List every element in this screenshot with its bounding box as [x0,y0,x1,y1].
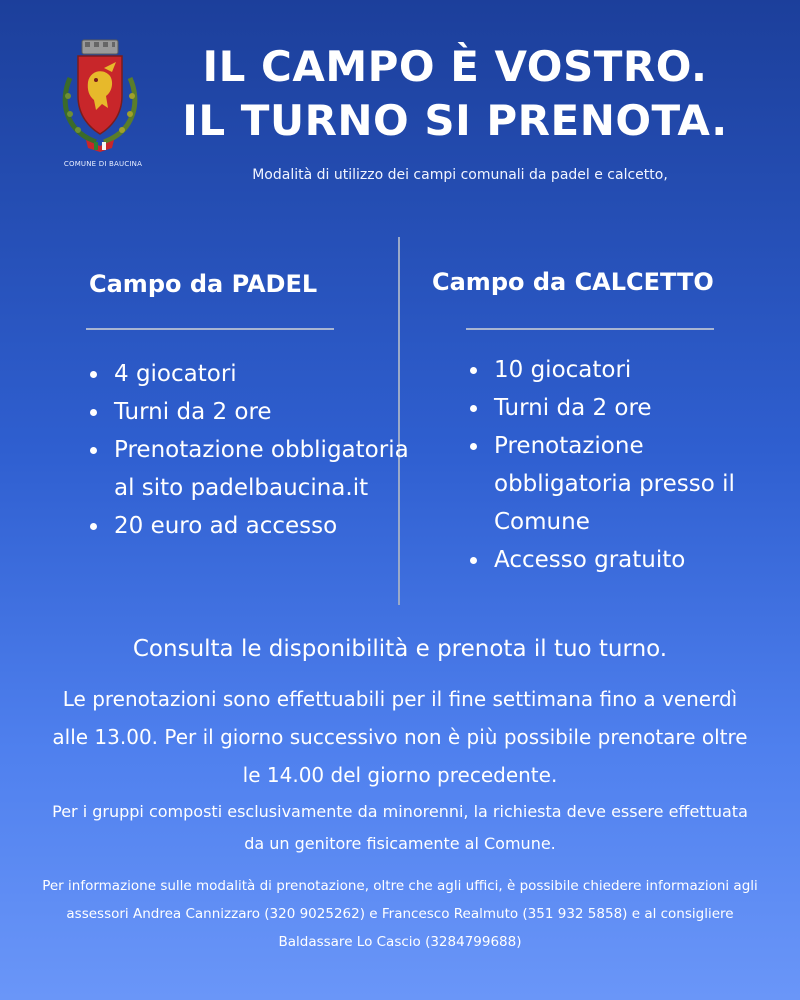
padel-item-price: • 20 euro ad accesso [110,507,410,545]
calcetto-list [466,351,770,579]
booking-rules: Le prenotazioni sono effettuabili per il fine settimana fino a venerdì alle 13.00. Per il giorno successivo non è più possibile prenotare oltre le 14.00 del giorno precedente. [52,687,748,787]
coat-of-arms-icon [56,38,144,156]
page-title [150,40,760,148]
padel-item-booking: • Prenotazione obbligatoria al sito padelbaucina.it [110,431,410,507]
calcetto-item-players: • 10 giocatori [490,351,770,389]
padel-item-turns: • Turni da 2 ore [110,393,410,431]
calcetto-section [432,268,752,296]
calcetto-title-rule [466,328,714,330]
padel-list [86,355,410,545]
calcetto-item-turns: • Turni da 2 ore [490,389,770,427]
padel-title-rule [86,328,334,330]
headline-line-1: IL CAMPO È VOSTRO. [202,42,708,91]
padel-section [86,270,386,298]
headline-line-2: IL TURNO SI PRENOTA. [182,96,728,145]
calcetto-item-price: • Accesso gratuito [490,541,770,579]
subtitle: Modalità di utilizzo dei campi comunali da padel e calcetto, [252,167,668,183]
logo-caption: COMUNE DI BAUCINA [63,160,143,168]
minors-rule: Per i gruppi composti esclusivamente da minorenni, la richiesta deve essere effettuata da un genitore fisicamente al Comune. [52,802,748,853]
padel-item-players: • 4 giocatori [110,355,410,393]
calcetto-item-booking: • Prenotazione obbligatoria presso il Comune [490,427,770,541]
call-to-action: Consulta le disponibilità e prenota il tuo turno. [132,636,668,662]
contact-info: Per informazione sulle modalità di prenotazione, oltre che agli uffici, è possibile chiedere informazioni agli assessori Andrea Cannizzaro (320 9025262) e Francesco Realmuto (351 932 5858) e al consigliere Baldassare Lo Cascio (3284799688) [42,878,758,950]
padel-title: Campo da PADEL [89,270,318,298]
calcetto-title: Campo da CALCETTO [432,268,714,296]
